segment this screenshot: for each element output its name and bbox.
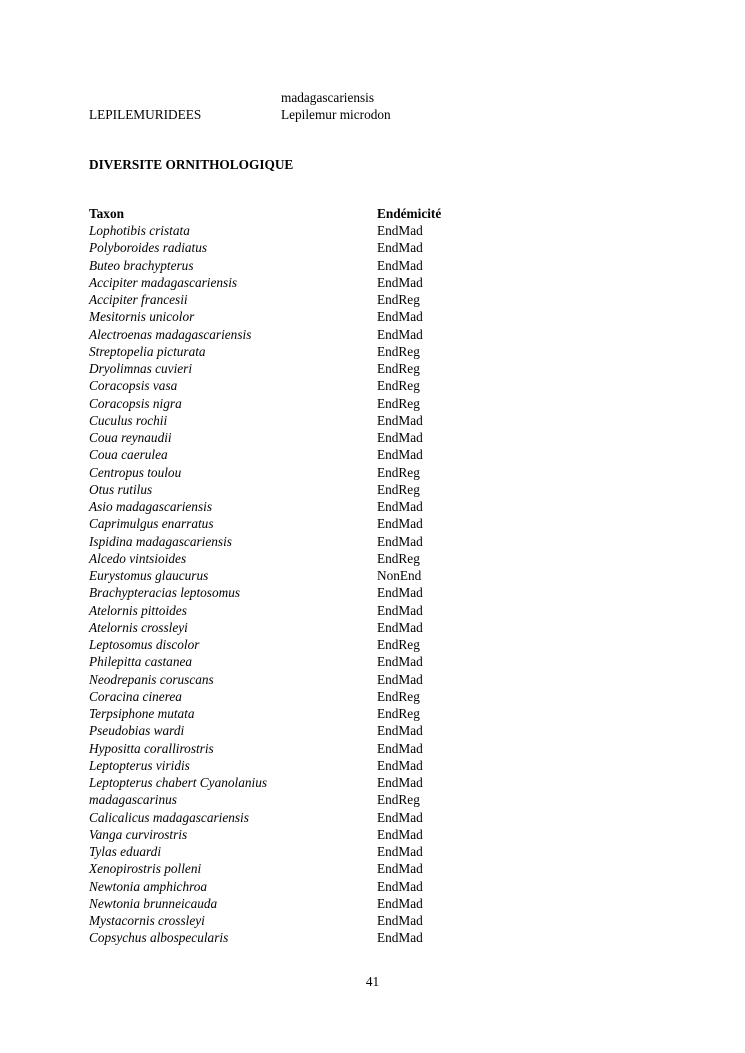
table-row [89, 843, 509, 860]
endemism-value: EndMad [377, 309, 423, 325]
table-row [89, 602, 509, 619]
endemism-value: EndMad [377, 913, 423, 928]
taxon-name: Coua caerulea [89, 447, 168, 463]
table-row [89, 774, 509, 791]
endemism-value: EndReg [377, 378, 420, 394]
endemism-value: EndMad [377, 585, 423, 601]
table-row [89, 653, 509, 670]
table-row [89, 498, 509, 515]
endemism-value: EndReg [377, 481, 420, 497]
taxon-name: Accipiter madagascariensis [89, 274, 238, 290]
table-row [89, 722, 509, 739]
endemism-column-header: Endémicité [377, 206, 442, 221]
endemism-value: EndReg [377, 792, 420, 808]
table-row [89, 429, 509, 446]
taxon-name: madagascarinus [89, 792, 177, 808]
taxon-name: Leptopterus chabert Cyanolanius [89, 775, 268, 790]
table-row [89, 826, 509, 843]
table-row [89, 446, 509, 463]
table-row [89, 464, 509, 481]
endemism-value: EndMad [377, 757, 423, 773]
taxon-name: Atelornis pittoides [89, 602, 187, 618]
table-row [89, 671, 509, 688]
endemism-value: EndMad [377, 654, 423, 670]
taxon-name: Vanga curvirostris [89, 826, 188, 842]
endemism-value: EndMad [377, 740, 423, 756]
species-continuation: madagascariensis [281, 90, 375, 105]
taxon-name: Polyboroides radiatus [89, 240, 208, 256]
table-row [89, 688, 509, 705]
endemism-value: EndMad [377, 257, 423, 273]
taxon-name: Caprimulgus enarratus [89, 516, 214, 532]
taxon-name: Dryolimnas cuvieri [89, 361, 193, 376]
taxon-name: Atelornis crossleyi [89, 619, 188, 635]
endemism-value: EndMad [377, 412, 423, 428]
endemism-value: EndReg [377, 550, 420, 566]
endemism-value: EndReg [377, 706, 420, 721]
table-row [89, 895, 509, 912]
taxon-name: Neodrepanis coruscans [89, 671, 214, 687]
table-row [89, 809, 509, 826]
taxon-name: Coracopsis vasa [89, 378, 178, 394]
table-row [89, 550, 509, 567]
table-row [89, 343, 509, 360]
endemism-value: EndMad [377, 809, 423, 825]
table-row [89, 791, 509, 808]
taxon-table [89, 222, 509, 947]
endemism-value: EndMad [377, 274, 423, 290]
endemism-value: EndMad [377, 895, 423, 911]
endemism-value: EndMad [377, 223, 423, 238]
taxon-name: Newtonia brunneicauda [89, 895, 218, 911]
taxon-name: Centropus toulou [89, 464, 182, 480]
table-row [89, 705, 509, 722]
taxon-name: Leptopterus viridis [89, 757, 190, 773]
endemism-value: EndMad [377, 619, 423, 635]
endemism-value: EndMad [377, 878, 423, 894]
taxon-name: Philepitta castanea [89, 654, 193, 670]
table-row [89, 912, 509, 929]
taxon-name: Buteo brachypterus [89, 257, 194, 273]
endemism-value: EndMad [377, 326, 423, 342]
species-name: Lepilemur microdon [281, 107, 391, 122]
taxon-column-header: Taxon [89, 206, 124, 221]
taxon-name: Asio madagascariensis [89, 499, 212, 514]
endemism-value: EndReg [377, 637, 420, 652]
endemism-value: EndMad [377, 447, 423, 463]
endemism-value: EndMad [377, 930, 423, 946]
taxon-name: Mystacornis crossleyi [89, 913, 205, 928]
endemism-value: EndMad [377, 826, 423, 842]
endemism-value: NonEnd [377, 568, 422, 583]
taxon-name: Otus rutilus [89, 481, 153, 497]
taxon-name: Alectroenas madagascariensis [89, 326, 252, 342]
table-row [89, 308, 509, 325]
taxon-name: Ispidina madagascariensis [89, 533, 232, 549]
table-row [89, 239, 509, 256]
taxon-name: Lophotibis cristata [89, 223, 190, 238]
endemism-value: EndMad [377, 723, 423, 739]
endemism-value: EndMad [377, 671, 423, 687]
table-row [89, 274, 509, 291]
page-number: 41 [365, 974, 380, 989]
taxon-name: Coua reynaudii [89, 430, 172, 445]
table-row [89, 481, 509, 498]
table-row [89, 860, 509, 877]
taxon-name: Coracopsis nigra [89, 395, 182, 411]
endemism-value: EndReg [377, 395, 420, 411]
endemism-value: EndMad [377, 516, 423, 532]
endemism-value: EndMad [377, 533, 423, 549]
taxon-name: Eurystomus glaucurus [89, 568, 209, 583]
table-row [89, 878, 509, 895]
taxon-name: Terpsiphone mutata [89, 706, 195, 721]
taxon-name: Leptosomus discolor [89, 637, 200, 652]
taxon-name: Pseudobias wardi [89, 723, 185, 739]
table-row [89, 222, 509, 239]
table-row [89, 360, 509, 377]
taxon-name: Mesitornis unicolor [89, 309, 195, 325]
table-row [89, 291, 509, 308]
family-name: LEPILEMURIDEES [89, 107, 202, 122]
table-row [89, 412, 509, 429]
table-row [89, 395, 509, 412]
table-row [89, 929, 509, 946]
table-row [89, 377, 509, 394]
taxon-name: Newtonia amphichroa [89, 878, 208, 894]
table-row [89, 584, 509, 601]
table-row [89, 740, 509, 757]
endemism-value: EndMad [377, 430, 423, 445]
table-row [89, 326, 509, 343]
taxon-name: Hypositta corallirostris [89, 740, 214, 756]
section-title: DIVERSITE ORNITHOLOGIQUE [89, 157, 294, 172]
endemism-value: EndReg [377, 343, 420, 359]
endemism-value: EndReg [377, 292, 420, 307]
taxon-name: Alcedo vintsioides [89, 550, 187, 566]
table-row [89, 515, 509, 532]
table-row [89, 636, 509, 653]
taxon-name: Tylas eduardi [89, 844, 162, 859]
taxon-name: Xenopirostris polleni [89, 861, 202, 877]
table-row [89, 757, 509, 774]
table-row [89, 619, 509, 636]
taxon-name: Accipiter francesii [89, 292, 188, 307]
endemism-value: EndMad [377, 861, 423, 877]
table-row [89, 567, 509, 584]
endemism-value: EndReg [377, 464, 420, 480]
table-row [89, 533, 509, 550]
taxon-name: Cuculus rochii [89, 412, 168, 428]
endemism-value: EndReg [377, 688, 420, 704]
endemism-value: EndMad [377, 775, 423, 790]
taxon-name: Coracina cinerea [89, 688, 182, 704]
table-row [89, 257, 509, 274]
taxon-name: Copsychus albospecularis [89, 930, 229, 946]
endemism-value: EndReg [377, 361, 420, 376]
taxon-name: Calicalicus madagascariensis [89, 809, 249, 825]
endemism-value: EndMad [377, 844, 423, 859]
endemism-value: EndMad [377, 499, 423, 514]
endemism-value: EndMad [377, 602, 423, 618]
taxon-name: Streptopelia picturata [89, 343, 206, 359]
endemism-value: EndMad [377, 240, 423, 256]
taxon-name: Brachypteracias leptosomus [89, 585, 241, 601]
